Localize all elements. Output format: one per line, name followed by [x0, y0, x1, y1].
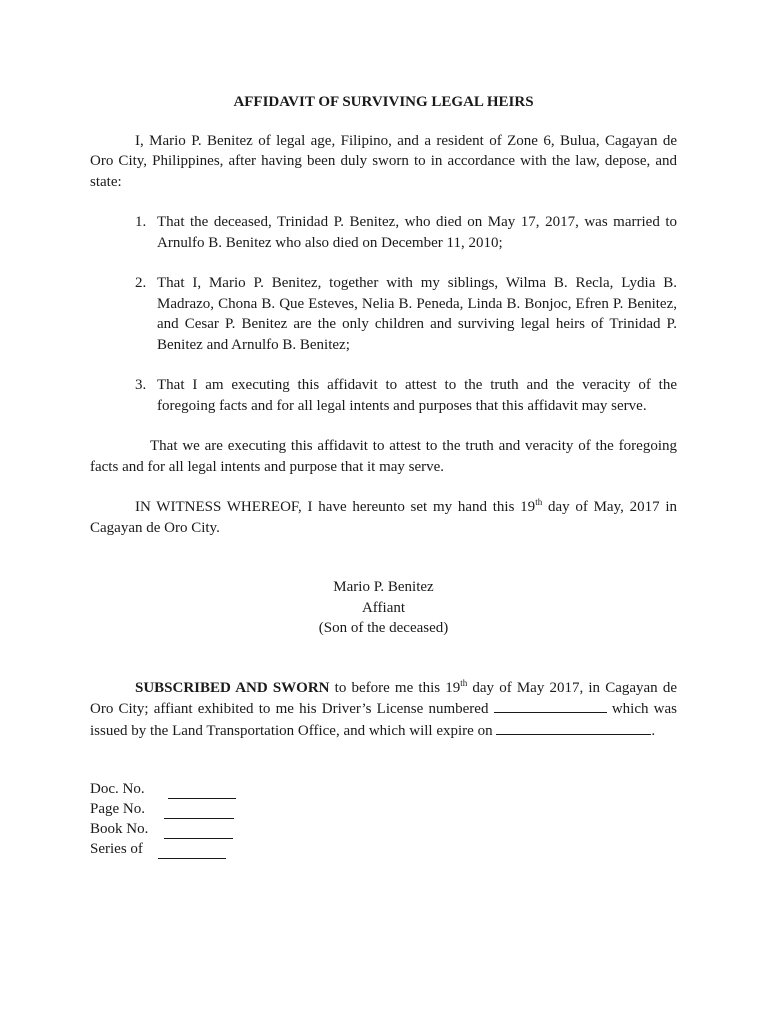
affiant-role: Affiant — [361, 599, 406, 616]
expiry-date-blank[interactable] — [496, 720, 651, 735]
registry-row — [90, 779, 677, 799]
document-body — [90, 92, 677, 859]
affiant-name: Mario P. Benitez — [333, 579, 434, 595]
list-text: That the deceased, Trinidad P. Benitez, who died on May 17, 2017, was married to Arnulfo B. Benitez who also died on December 11, 2010; — [157, 214, 677, 251]
registry-row — [90, 819, 677, 839]
notarial-registry — [90, 779, 677, 859]
affiant-relation: (Son of the deceased) — [318, 620, 449, 636]
page-no-blank[interactable] — [164, 804, 234, 819]
doc-no-blank[interactable] — [168, 784, 236, 799]
numbered-list — [90, 212, 677, 416]
registry-row — [90, 839, 677, 859]
license-number-blank[interactable] — [494, 698, 607, 713]
registry-label: Page No. — [90, 800, 145, 817]
signature-block — [90, 577, 677, 639]
jurat-text: to before me this 19 — [329, 679, 461, 696]
registry-label: Book No. — [90, 820, 149, 837]
list-text: That I am executing this affidavit to attest to the truth and the veracity of the foregoing facts and for all legal intents and purposes that this affidavit may serve. — [157, 377, 677, 414]
jurat-ordinal: th — [460, 677, 468, 688]
witness-ordinal: th — [535, 497, 543, 507]
book-no-blank[interactable] — [164, 824, 233, 839]
document-title: AFFIDAVIT OF SURVIVING LEGAL HEIRS — [233, 94, 534, 110]
closing-paragraph: That we are executing this affidavit to attest to the truth and veracity of the foregoing facts and for all legal intents and purpose that it may serve. — [90, 438, 677, 475]
list-text: That I, Mario P. Benitez, together with my siblings, Wilma B. Recla, Lydia B. Madrazo, Chona B. Que Esteves, Nelia B. Peneda, Linda B. Bonjoc, Efren P. Benitez, and Cesar P. Benitez are the only children and surviving legal heirs of Trinidad P. Benitez and Arnulfo B. Benitez; — [157, 275, 677, 353]
list-number: 1. — [135, 214, 147, 230]
jurat-heading: SUBSCRIBED AND SWORN — [135, 679, 330, 696]
list-item — [90, 375, 677, 416]
list-number: 3. — [135, 377, 147, 393]
witness-paragraph — [90, 497, 677, 538]
jurat-end: . — [651, 722, 656, 739]
jurat-text: day of May 2017, in Cagayan de Oro City; affiant exhibited to me his Driver’s License numbered — [90, 679, 677, 717]
jurat-text: which was issued by the Land Transportation Office, and which will expire on — [90, 701, 677, 739]
series-of-blank[interactable] — [158, 844, 226, 859]
registry-row — [90, 799, 677, 819]
witness-text-end: day of May, 2017 in Cagayan de Oro City. — [90, 499, 677, 536]
list-item — [90, 212, 677, 253]
witness-text: IN WITNESS WHEREOF, I have hereunto set my hand this 19 — [135, 499, 536, 515]
list-number: 2. — [135, 275, 147, 291]
registry-label: Series of — [90, 840, 143, 857]
list-item — [90, 273, 677, 355]
intro-paragraph: I, Mario P. Benitez of legal age, Filipino, and a resident of Zone 6, Bulua, Cagayan de Oro City, Philippines, after having been duly sworn to in accordance with the law, depose, and state: — [90, 132, 677, 190]
registry-label: Doc. No. — [90, 780, 145, 797]
jurat-paragraph — [90, 678, 677, 742]
